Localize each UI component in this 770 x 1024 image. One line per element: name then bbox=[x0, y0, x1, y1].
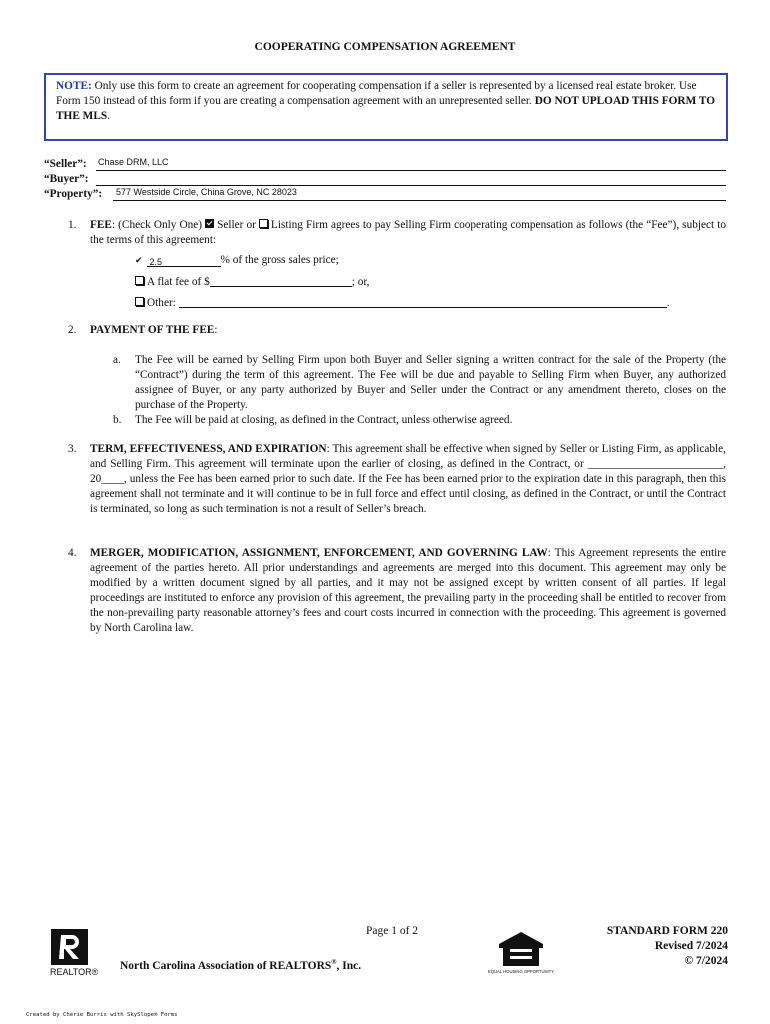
section-text: : This agreement shall be effective when signed by Seller or Listing Firm, as applicable, and Selling Firm. This agreement will terminate upon the earlier of closing, as defined in the Contract, or ________________________, 20____, unless the Fee has been earned prior to such date. If the Fee has been earned prior to the expiration date in this paragraph, then this agreement shall not terminate and it will continue to be in full force and effect until closing, as defined in the Contract, or until the Contract is terminated, so long as such termination is not a result of Seller’s breach. bbox=[90, 443, 726, 515]
section-fee bbox=[68, 218, 726, 311]
seller-option-label: Seller or bbox=[217, 219, 259, 231]
fee-option-flat bbox=[135, 274, 726, 290]
payment-item-a bbox=[113, 353, 726, 413]
checkmark-icon[interactable]: ✔ bbox=[135, 256, 143, 266]
flat-fee-end: ; or, bbox=[351, 276, 370, 288]
note-text: Only use this form to create an agreement for cooperating compensation if a seller is represented by a licensed real estate broker. Use Form 150 instead of this form if you are creating a compensation agreement with an unrepresented seller. bbox=[56, 80, 697, 107]
note-box bbox=[44, 73, 728, 141]
percent-text: % of the gross sales price; bbox=[220, 254, 339, 266]
realtor-logo-icon bbox=[48, 927, 100, 979]
section-payment bbox=[68, 323, 726, 428]
form-title: COOPERATING COMPENSATION AGREEMENT bbox=[254, 41, 516, 53]
note-bold-text: DO NOT UPLOAD THIS FORM TO THE MLS bbox=[56, 95, 715, 122]
section-merger bbox=[68, 546, 726, 636]
section-term bbox=[68, 442, 726, 517]
assoc-text: North Carolina Association of REALTORS bbox=[120, 959, 332, 972]
other-text: Other: bbox=[147, 297, 179, 309]
other-end: . bbox=[666, 297, 670, 309]
section-text: : This Agreement represents the entire agreement of the parties hereto. All prior understandings and agreements are merged into this document. This agreement may only be modified by a written document signed by all parties, and it may not be assigned except by written consent of all parties. If legal proceedings are instituted to enforce any provision of this agreement, the prevailing party in the proceeding shall be entitled to recover from the non-prevailing party reasonable attorney’s fees and court costs incurred in connection with the proceeding. This agreement is governed by North Carolina law. bbox=[90, 547, 726, 634]
property-value[interactable]: 577 Westside Circle, China Grove, NC 28023 bbox=[116, 187, 297, 197]
section-number: 1. bbox=[68, 219, 77, 231]
fee-option-other bbox=[135, 295, 726, 311]
seller-label: “Seller”: bbox=[44, 158, 87, 170]
item-text: The Fee will be earned by Selling Firm upon both Buyer and Seller signing a written contract for the sale of the Property (the “Contract”) during the term of this agreement. The Fee will be due and payable to Selling Firm when Buyer, any authorized assignee of Buyer, or any party authorized by Buyer and Seller under the Contract or any amendment thereto, closes on the purchase of the Property. bbox=[135, 354, 726, 411]
note-end: . bbox=[107, 110, 110, 122]
other-input[interactable] bbox=[179, 295, 667, 308]
section-heading: TERM, EFFECTIVENESS, AND EXPIRATION bbox=[90, 443, 327, 455]
section-heading: PAYMENT OF THE FEE bbox=[90, 324, 215, 336]
percent-input[interactable]: 2.5 bbox=[147, 255, 221, 267]
realtor-logo-text: REALTOR® bbox=[50, 967, 99, 977]
section-number: 3. bbox=[68, 443, 77, 455]
seller-field[interactable] bbox=[44, 157, 726, 172]
copyright-label: © 7/2024 bbox=[684, 955, 728, 967]
buyer-label: “Buyer”: bbox=[44, 173, 89, 185]
property-label: “Property”: bbox=[44, 188, 103, 200]
equal-housing-icon bbox=[487, 930, 555, 980]
created-by-note: Created by Cherie Burris with SkySlope® Forms bbox=[26, 1012, 178, 1018]
fee-intro: : (Check Only One) bbox=[111, 219, 206, 231]
seller-value[interactable]: Chase DRM, LLC bbox=[98, 157, 169, 167]
listing-firm-checkbox[interactable] bbox=[259, 219, 268, 228]
page-number: Page 1 of 2 bbox=[366, 925, 419, 937]
section-heading: MERGER, MODIFICATION, ASSIGNMENT, ENFORCEMENT, AND GOVERNING LAW bbox=[90, 547, 548, 559]
fee-option-percent bbox=[135, 253, 726, 269]
item-letter: b. bbox=[113, 414, 122, 426]
assoc-end: , Inc. bbox=[336, 959, 362, 972]
registered-mark: ® bbox=[331, 958, 337, 966]
other-checkbox[interactable] bbox=[135, 297, 144, 306]
flat-fee-input[interactable] bbox=[210, 274, 352, 287]
colon: : bbox=[214, 324, 218, 336]
association-name bbox=[120, 955, 361, 974]
listing-option-label: Listing Firm agrees to pay Selling Firm cooperating compensation as follows (the “Fee”), subject to the terms of this agreement: bbox=[90, 219, 726, 246]
revised-label: Revised 7/2024 bbox=[654, 940, 728, 952]
note-label: NOTE: bbox=[56, 80, 92, 92]
section-heading: FEE bbox=[90, 219, 112, 231]
form-id-block bbox=[594, 924, 728, 969]
item-letter: a. bbox=[113, 354, 121, 366]
eho-text: EQUAL HOUSING OPPORTUNITY bbox=[487, 969, 555, 974]
flat-fee-checkbox[interactable] bbox=[135, 276, 144, 285]
seller-checkbox[interactable] bbox=[205, 219, 214, 228]
standard-form-label: STANDARD FORM 220 bbox=[606, 925, 728, 937]
section-number: 4. bbox=[68, 547, 77, 559]
property-field[interactable] bbox=[44, 187, 726, 202]
flat-fee-text: A flat fee of $ bbox=[147, 276, 210, 288]
section-number: 2. bbox=[68, 324, 77, 336]
payment-item-b bbox=[113, 413, 726, 428]
item-text: The Fee will be paid at closing, as defined in the Contract, unless otherwise agreed. bbox=[135, 414, 513, 426]
